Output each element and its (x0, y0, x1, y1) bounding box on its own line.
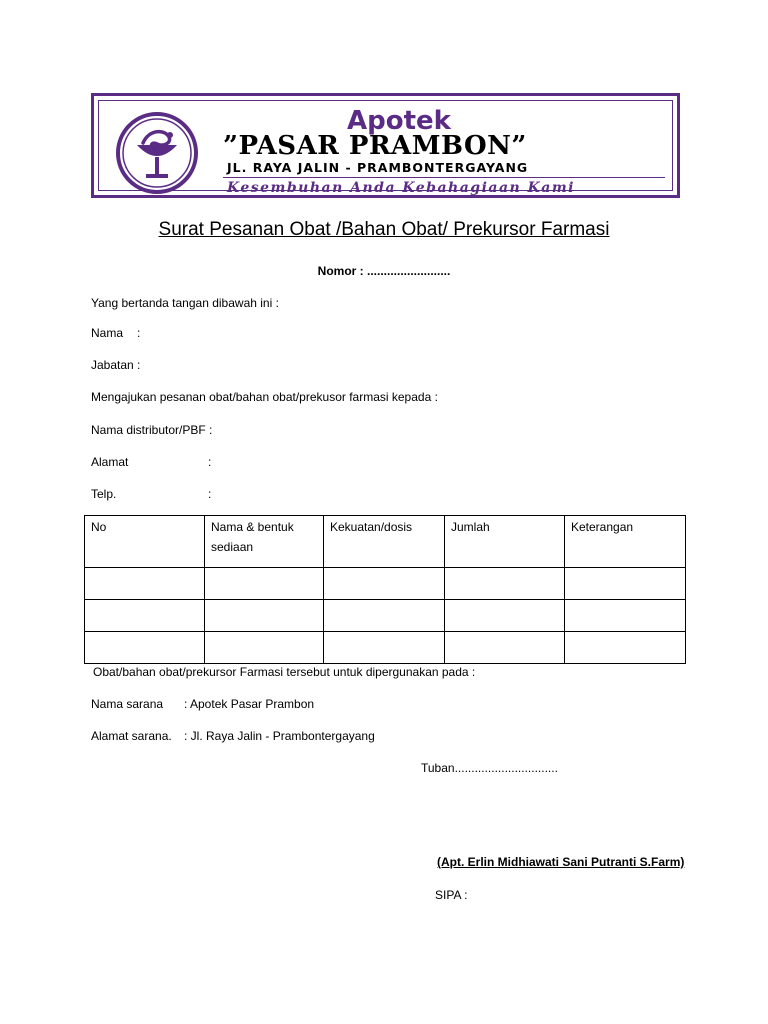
table-cell[interactable] (445, 568, 565, 600)
banner-address: JL. RAYA JALIN - PRAMBONTERGAYANG (227, 160, 529, 175)
pharmacy-logo-icon (115, 111, 199, 195)
table-cell[interactable] (445, 600, 565, 632)
pharmacy-header-banner (91, 93, 680, 198)
col-header-no: No (85, 516, 205, 568)
nama-colon: : (137, 326, 141, 340)
table-cell[interactable] (85, 632, 205, 664)
table-cell[interactable] (565, 600, 686, 632)
table-cell[interactable] (205, 568, 324, 600)
col-header-keterangan: Keterangan (565, 516, 686, 568)
table-row (85, 568, 686, 600)
table-cell[interactable] (565, 568, 686, 600)
order-table (84, 515, 686, 664)
telp-label: Telp. (91, 487, 117, 501)
nama-sarana-value: : Apotek Pasar Prambon (184, 697, 315, 711)
table-cell[interactable] (324, 568, 445, 600)
table-cell[interactable] (565, 632, 686, 664)
table-cell[interactable] (85, 568, 205, 600)
distributor-label: Nama distributor/PBF : (91, 423, 213, 437)
signatory-name: (Apt. Erlin Midhiawati Sani Putranti S.Farm) (437, 855, 685, 869)
nama-label: Nama (91, 326, 124, 340)
sipa-label: SIPA : (435, 888, 468, 902)
alamat-label: Alamat (91, 455, 129, 469)
jabatan-label: Jabatan : (91, 358, 141, 372)
table-header-row (85, 516, 686, 568)
banner-motto: Kesembuhan Anda Kebahagiaan Kami (227, 180, 575, 196)
col-header-nama-bentuk: Nama & bentuk sediaan (205, 516, 324, 568)
document-title: Surat Pesanan Obat /Bahan Obat/ Prekursor Farmasi (158, 219, 610, 240)
col-header-kekuatan: Kekuatan/dosis (324, 516, 445, 568)
usage-text: Obat/bahan obat/prekursor Farmasi tersebut untuk dipergunakan pada : (93, 665, 476, 679)
banner-pharmacy-name: ”PASAR PRAMBON” (223, 131, 527, 161)
banner-divider (223, 177, 665, 178)
alamat-sarana-value: : Jl. Raya Jalin - Prambontergayang (184, 729, 375, 743)
order-number: Nomor : ......................... (317, 264, 451, 278)
place-date: Tuban............................... (421, 761, 558, 775)
table-cell[interactable] (205, 632, 324, 664)
col-header-jumlah: Jumlah (445, 516, 565, 568)
alamat-sarana-label: Alamat sarana. (91, 729, 172, 743)
table-cell[interactable] (324, 600, 445, 632)
alamat-colon: : (208, 455, 212, 469)
table-row (85, 632, 686, 664)
telp-colon: : (208, 487, 212, 501)
table-cell[interactable] (205, 600, 324, 632)
banner-apotek-text: Apotek (347, 106, 451, 136)
table-cell[interactable] (445, 632, 565, 664)
intro-text: Yang bertanda tangan dibawah ini : (91, 296, 279, 310)
request-text: Mengajukan pesanan obat/bahan obat/prekusor farmasi kepada : (91, 390, 438, 404)
table-cell[interactable] (85, 600, 205, 632)
table-cell[interactable] (324, 632, 445, 664)
nama-sarana-label: Nama sarana (91, 697, 164, 711)
table-row (85, 600, 686, 632)
banner-inner-frame (98, 100, 673, 196)
